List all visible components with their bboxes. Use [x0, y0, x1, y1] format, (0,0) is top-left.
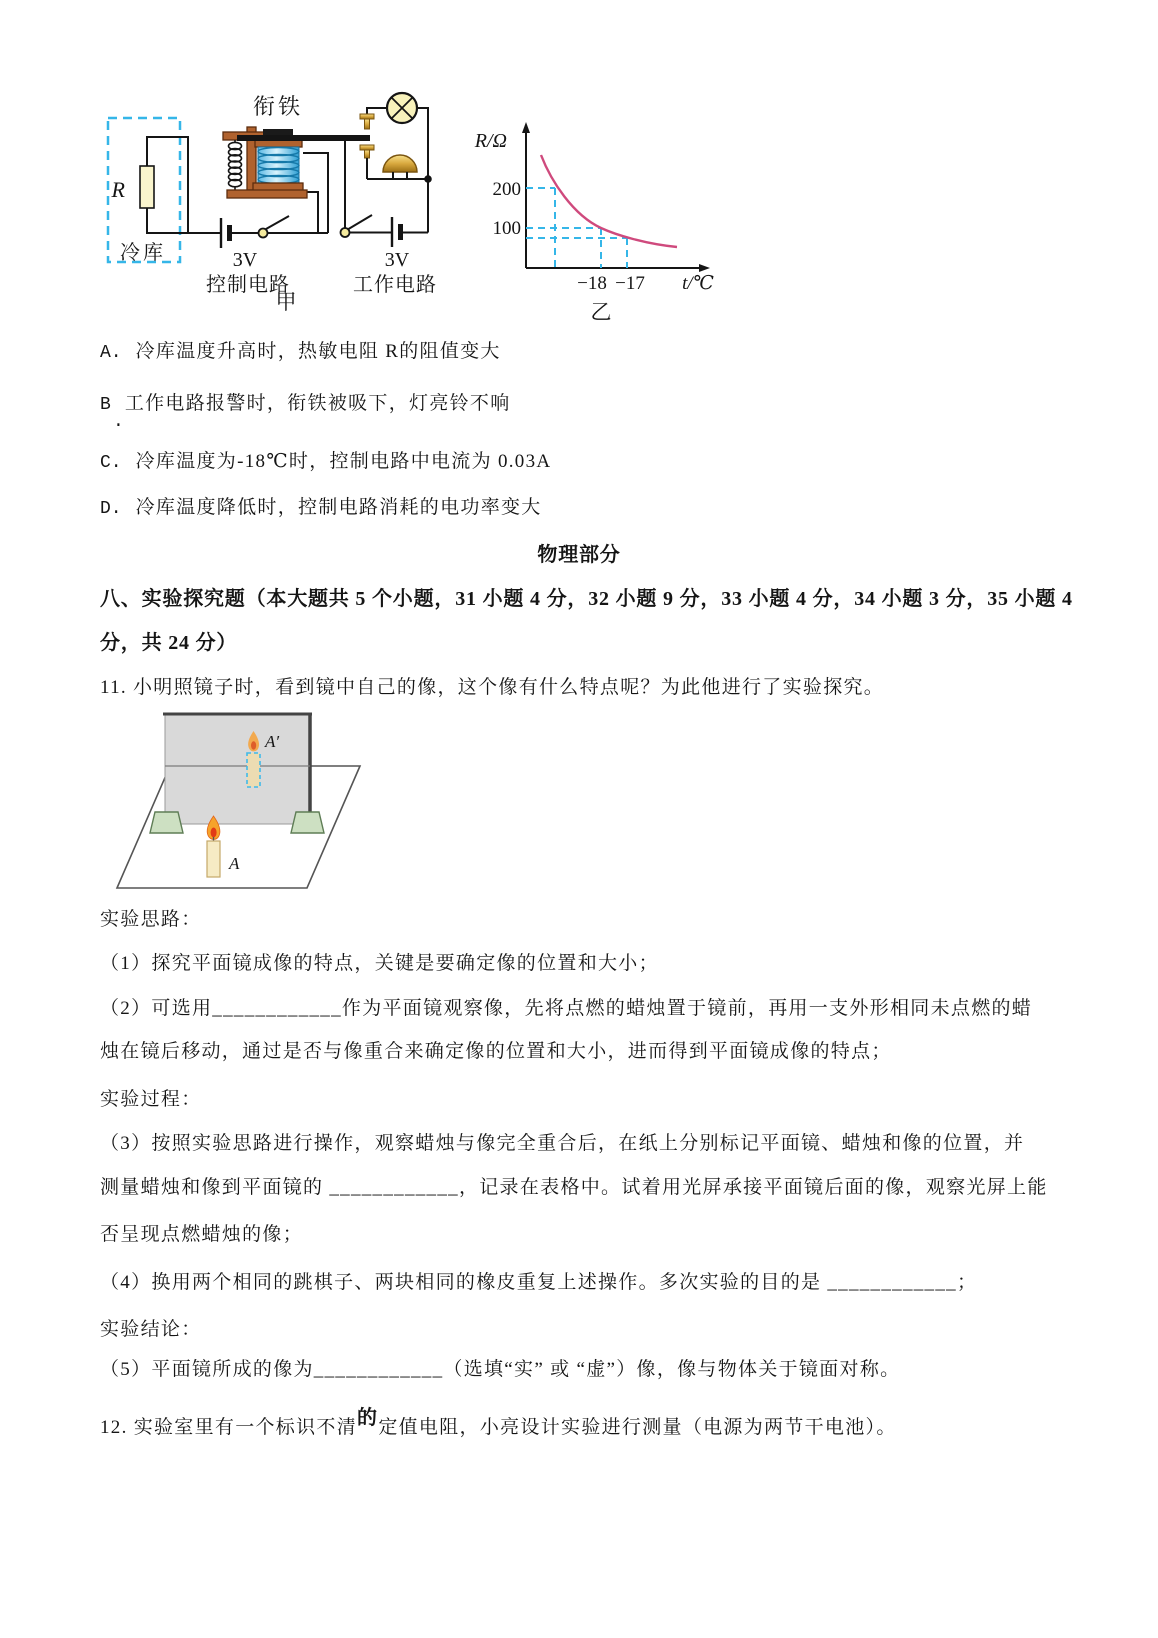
thermistor — [140, 166, 154, 208]
q11-line-step2: （2）可选用____________作为平面镜观察像，先将点燃的蜡烛置于镜前，再用一支外形相同未点燃的蜡 — [100, 998, 1033, 1019]
q11-line-step3-cont2: 否呈现点燃蜡烛的像； — [100, 1224, 304, 1245]
part-title: 物理部分 — [537, 544, 621, 566]
wire-lamp-left — [367, 108, 387, 114]
section-heading-line2: 分，共 24 分） — [100, 632, 238, 654]
working-battery-label: 3V — [384, 249, 410, 271]
bell — [383, 155, 417, 179]
armature-label: 衔铁 — [253, 94, 304, 119]
y-axis-arrow — [522, 122, 530, 133]
figure-mirror-experiment — [100, 700, 380, 900]
q11-line-step3: （3）按照实验思路进行操作，观察蜡烛与像完全重合后，在纸上分别标记平面镜、蜡烛和像的位置，并 — [100, 1133, 1025, 1154]
q11-line-step5: （5）平面镜所成的像为____________（选填“实” 或 “虚”）像，像与物体关于镜面对称。 — [100, 1359, 901, 1380]
relay-base — [227, 190, 307, 198]
figure-jia-caption: 甲 — [275, 290, 297, 314]
contact-lower — [360, 145, 374, 179]
option-b — [100, 388, 511, 415]
working-circuit-label: 工作电路 — [353, 274, 437, 296]
x-axis-label: t/℃ — [682, 273, 714, 294]
option-b-label: B — [100, 395, 111, 415]
option-a — [100, 336, 501, 363]
option-a-text: 冷库温度升高时，热敏电阻 R的阻值变大 — [135, 341, 501, 362]
x-tick-minus18: −18 — [577, 273, 607, 294]
q11-line-step4: （4）换用两个相同的跳棋子、两块相同的橡皮重复上述操作。多次实验的目的是 ____________； — [100, 1272, 978, 1293]
relay — [223, 127, 370, 198]
q11-line-conclusion-header: 实验结论： — [100, 1319, 202, 1340]
option-d-text: 冷库温度降低时，控制电路消耗的电功率变大 — [135, 497, 542, 518]
control-circuit-label: 控制电路 — [206, 274, 290, 296]
support-left — [150, 812, 183, 833]
support-right — [291, 812, 324, 833]
q11-line-process-header: 实验过程： — [100, 1089, 202, 1110]
option-b-text: 工作电路报警时，衔铁被吸下，灯亮铃不响 — [124, 393, 511, 414]
figure-relay-and-graph — [95, 85, 725, 325]
cold-storage-label: 冷库 — [120, 242, 166, 264]
thermistor-label: R — [111, 177, 125, 202]
x-axis-arrow — [699, 264, 710, 272]
image-candle-label: A′ — [265, 732, 280, 751]
wire-working-right — [417, 108, 428, 233]
relay-spring — [229, 140, 242, 190]
relay-armature — [237, 135, 370, 141]
candle-object — [207, 816, 220, 877]
object-candle-label: A — [229, 854, 240, 873]
q11-line-step1: （1）探究平面镜成像的特点，关键是要确定像的位置和大小； — [100, 953, 659, 974]
q11-line-step3-cont: 测量蜡烛和像到平面镜的 ____________，记录在表格中。试着用光屏承接平面镜后面的像，观察光屏上能 — [100, 1177, 1048, 1198]
resistance-curve — [541, 155, 677, 247]
y-axis-label: R/Ω — [474, 130, 507, 152]
option-d-label: D. — [100, 499, 122, 519]
section-heading-line1: 八、实验探究题（本大题共 5 个小题，31 小题 4 分，32 小题 9 分，33 小题 4 分，34 小题 3 分，35 小题 4 — [100, 588, 1073, 610]
wire-control-bottom — [147, 208, 221, 233]
control-battery — [221, 218, 258, 248]
option-d — [100, 492, 542, 519]
x-tick-minus17: −17 — [615, 273, 645, 294]
y-tick-100: 100 — [492, 218, 521, 239]
q12-raised-char: 的 — [357, 1407, 379, 1429]
q12-suffix: 定值电阻，小亮设计实验进行测量（电源为两节干电池）。 — [378, 1417, 897, 1438]
y-tick-200: 200 — [492, 179, 521, 200]
q11-line-step2-cont: 烛在镜后移动，通过是否与像重合来确定像的位置和大小，进而得到平面镜成像的特点； — [100, 1041, 892, 1062]
q12-stem — [100, 1407, 897, 1439]
working-battery — [392, 217, 428, 247]
option-c — [100, 446, 551, 473]
q12-prefix: 12. 实验室里有一个标识不清 — [100, 1417, 358, 1438]
option-b-period: . — [113, 412, 124, 432]
working-switch — [341, 215, 393, 237]
lamp — [387, 93, 417, 123]
option-a-label: A. — [100, 343, 122, 363]
contact-upper — [360, 114, 374, 129]
control-battery-label: 3V — [232, 249, 258, 271]
graph-guide-lines — [526, 188, 627, 268]
option-c-text: 冷库温度为-18℃时，控制电路中电流为 0.03A — [135, 451, 552, 472]
glass-plate — [163, 713, 312, 824]
figure-yi-caption: 乙 — [590, 300, 612, 324]
option-c-label: C. — [100, 453, 122, 473]
q11-line-idea-header: 实验思路： — [100, 909, 202, 930]
junction-dot — [424, 175, 432, 183]
relay-coil — [258, 147, 299, 185]
q11-stem: 11. 小明照镜子时，看到镜中自己的像，这个像有什么特点呢？为此他进行了实验探究。 — [100, 677, 885, 698]
